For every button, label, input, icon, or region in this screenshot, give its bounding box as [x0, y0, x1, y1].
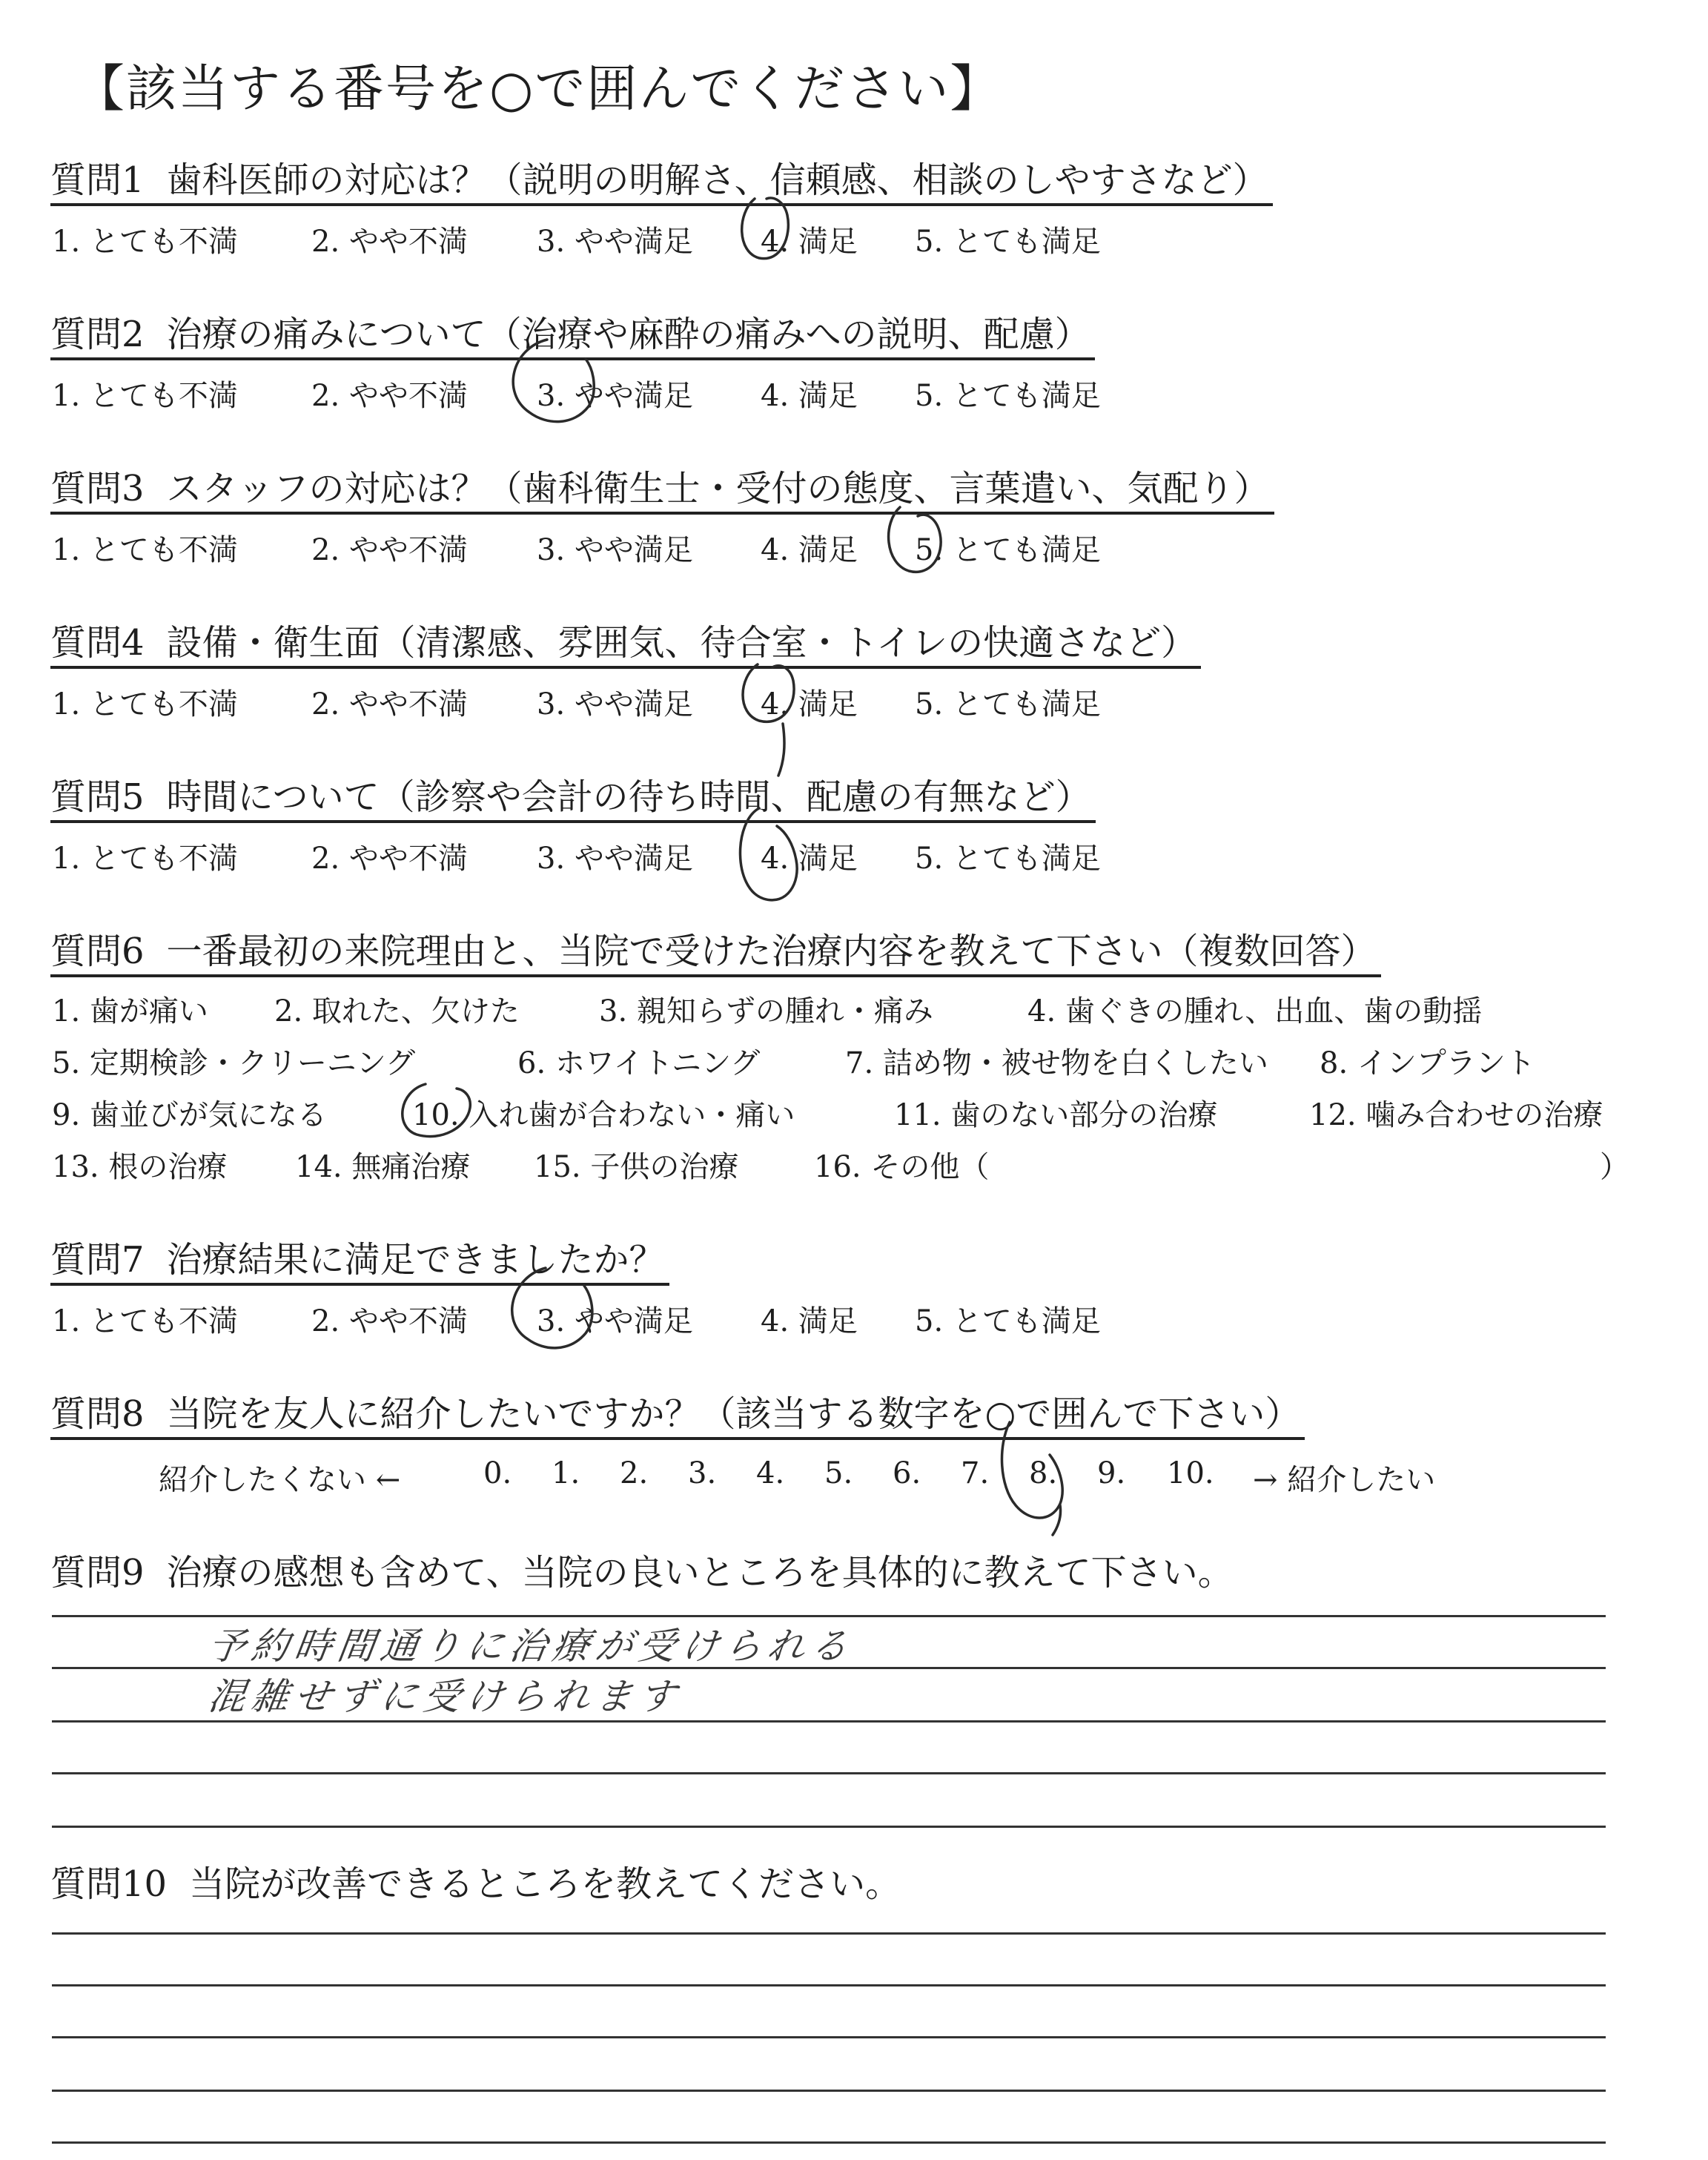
answer-line: [52, 1932, 1606, 1935]
question-number: 質問10: [50, 1863, 168, 1905]
question-text: 治療結果に満足できましたか？: [166, 1239, 665, 1281]
option-4[interactable]: 4. 満足: [761, 1304, 858, 1338]
answer-line: [52, 2036, 1606, 2038]
question-number: 質問2: [50, 314, 145, 355]
option-3[interactable]: 3. やや満足: [537, 225, 693, 259]
option-4[interactable]: 4. 満足: [761, 533, 858, 567]
reason-option-10[interactable]: 10. 入れ歯が合わない・痛い: [412, 1098, 795, 1132]
recommend-label: → 紹介したい: [1253, 1463, 1436, 1497]
reason-option-11[interactable]: 11. 歯のない部分の治療: [894, 1098, 1218, 1132]
option-3[interactable]: 3. やや満足: [537, 842, 693, 876]
reason-option-7[interactable]: 7. 詰め物・被せ物を白くしたい: [845, 1046, 1268, 1080]
answer-line: [52, 2141, 1606, 2144]
question-text: 時間について（診察や会計の待ち時間、配慮の有無など）: [166, 776, 1091, 818]
option-5[interactable]: 5. とても満足: [915, 533, 1101, 567]
question-number: 質問6: [50, 931, 145, 972]
score-9[interactable]: 9.: [1097, 1456, 1126, 1490]
question-text: 当院を友人に紹介したいですか？（該当する数字を○で囲んで下さい）: [166, 1393, 1301, 1435]
answer-line: [52, 1720, 1606, 1723]
question-3: [50, 466, 1274, 571]
answer-line: [52, 2090, 1606, 2092]
reason-option-2[interactable]: 2. 取れた、欠けた: [274, 994, 520, 1028]
question-8-header: [50, 1391, 1305, 1440]
question-9: [50, 1550, 1238, 1596]
reason-option-14[interactable]: 14. 無痛治療: [295, 1150, 471, 1184]
question-7-header: [50, 1237, 669, 1286]
option-4[interactable]: 4. 満足: [761, 687, 858, 721]
handwritten-answer-line-2: 混雑せずに受けられます: [205, 1675, 685, 1718]
question-number: 質問5: [50, 776, 145, 818]
question-text: 歯科医師の対応は？（説明の明解さ、信頼感、相談のしやすさなど）: [166, 159, 1268, 201]
reason-option-15[interactable]: 15. 子供の治療: [534, 1150, 739, 1184]
score-0[interactable]: 0.: [483, 1456, 512, 1490]
answer-line: [52, 1984, 1606, 1986]
reason-option-13[interactable]: 13. 根の治療: [52, 1150, 228, 1184]
option-3[interactable]: 3. やや満足: [537, 687, 693, 721]
reason-option-3[interactable]: 3. 親知らずの腫れ・痛み: [599, 994, 933, 1028]
reason-option-4[interactable]: 4. 歯ぐきの腫れ、出血、歯の動揺: [1027, 994, 1483, 1028]
recommend-scale: [50, 1446, 1436, 1505]
option-4[interactable]: 4. 満足: [761, 379, 858, 413]
question-number: 質問9: [50, 1552, 145, 1593]
option-5[interactable]: 5. とても満足: [915, 225, 1101, 259]
option-row: [50, 1081, 1603, 1133]
reason-option-16[interactable]: 16. その他（: [814, 1150, 990, 1184]
score-10[interactable]: 10.: [1167, 1456, 1214, 1490]
answer-line: [52, 1826, 1606, 1828]
question-10: [50, 1861, 905, 1907]
score-5[interactable]: 5.: [824, 1456, 853, 1490]
option-1[interactable]: 1. とても不満: [52, 687, 238, 721]
question-3-header: [50, 466, 1274, 515]
option-2[interactable]: 2. やや不満: [311, 687, 468, 721]
question-number: 質問1: [50, 159, 145, 201]
question-number: 質問3: [50, 468, 145, 509]
question-2: [50, 311, 1101, 417]
score-4[interactable]: 4.: [756, 1456, 785, 1490]
rating-options: [50, 673, 1201, 725]
option-2[interactable]: 2. やや不満: [311, 533, 468, 567]
option-5[interactable]: 5. とても満足: [915, 842, 1101, 876]
rating-options: [50, 365, 1101, 417]
score-8[interactable]: 8.: [1029, 1456, 1058, 1490]
rating-options: [50, 1290, 1101, 1342]
question-1-header: [50, 157, 1273, 206]
option-1[interactable]: 1. とても不満: [52, 379, 238, 413]
question-2-header: [50, 311, 1095, 360]
option-5[interactable]: 5. とても満足: [915, 1304, 1101, 1338]
question-text: 治療の痛みについて（治療や麻酔の痛みへの説明、配慮）: [166, 314, 1090, 355]
question-text: 一番最初の来院理由と、当院で受けた治療内容を教えて下さい（複数回答）: [166, 931, 1377, 972]
question-8: [50, 1391, 1436, 1505]
option-2[interactable]: 2. やや不満: [311, 1304, 468, 1338]
question-4: [50, 620, 1201, 725]
score-1[interactable]: 1.: [552, 1456, 580, 1490]
reason-option-5[interactable]: 5. 定期検診・クリーニング: [52, 1046, 416, 1080]
option-1[interactable]: 1. とても不満: [52, 1304, 238, 1338]
question-text: スタッフの対応は？（歯科衛生士・受付の態度、言葉遣い、気配り）: [166, 468, 1270, 509]
question-number: 質問4: [50, 622, 145, 664]
option-2[interactable]: 2. やや不満: [311, 225, 468, 259]
question-text: 治療の感想も含めて、当院の良いところを具体的に教えて下さい。: [166, 1552, 1234, 1593]
option-1[interactable]: 1. とても不満: [52, 842, 238, 876]
option-3[interactable]: 3. やや満足: [537, 1304, 693, 1338]
option-2[interactable]: 2. やや不満: [311, 379, 468, 413]
not-recommend-label: 紹介したくない ←: [159, 1463, 401, 1497]
score-3[interactable]: 3.: [688, 1456, 717, 1490]
rating-options: [50, 211, 1273, 262]
question-6: [50, 928, 1629, 1185]
q4-tail-mark: [778, 724, 784, 776]
question-6-header: [50, 928, 1381, 977]
score-2[interactable]: 2.: [620, 1456, 649, 1490]
rating-options: [50, 519, 1274, 571]
reason-option-6[interactable]: 6. ホワイトニング: [517, 1046, 761, 1080]
option-1[interactable]: 1. とても不満: [52, 533, 238, 567]
question-5: [50, 774, 1101, 879]
option-5[interactable]: 5. とても満足: [915, 687, 1101, 721]
other-close-paren: ）: [1600, 1150, 1629, 1184]
score-6[interactable]: 6.: [893, 1456, 921, 1490]
option-2[interactable]: 2. やや不満: [311, 842, 468, 876]
question-number: 質問7: [50, 1239, 145, 1281]
q8-tail-mark: [1053, 1505, 1061, 1535]
question-10-header: [50, 1861, 905, 1907]
question-5-header: [50, 774, 1096, 823]
reason-option-12[interactable]: 12. 噛み合わせの治療: [1309, 1098, 1603, 1132]
option-5[interactable]: 5. とても満足: [915, 379, 1101, 413]
question-text: 当院が改善できるところを教えてください。: [189, 1863, 901, 1905]
question-4-header: [50, 620, 1201, 669]
option-4[interactable]: 4. 満足: [761, 225, 858, 259]
option-row: [50, 1133, 1629, 1185]
option-row: [50, 977, 1483, 1029]
reason-option-8[interactable]: 8. インプラント: [1320, 1046, 1535, 1080]
option-1[interactable]: 1. とても不満: [52, 225, 238, 259]
question-7: [50, 1237, 1101, 1342]
option-row: [50, 1029, 1535, 1081]
option-3[interactable]: 3. やや満足: [537, 533, 693, 567]
reason-options: [50, 977, 1629, 1185]
question-text: 設備・衛生面（清潔感、雰囲気、待合室・トイレの快適さなど）: [166, 622, 1197, 664]
question-number: 質問8: [50, 1393, 145, 1435]
reason-option-1[interactable]: 1. 歯が痛い: [52, 994, 208, 1028]
page-title: 【該当する番号を○で囲んでください】: [74, 60, 1002, 119]
answer-line: [52, 1772, 1606, 1774]
question-1: [50, 157, 1273, 262]
reason-option-9[interactable]: 9. 歯並びが気になる: [52, 1098, 327, 1132]
handwritten-answer-line-1: 予約時間通りに治療が受けられる: [205, 1625, 857, 1668]
option-3[interactable]: 3. やや満足: [537, 379, 693, 413]
option-4[interactable]: 4. 満足: [761, 842, 858, 876]
rating-options: [50, 828, 1101, 879]
question-9-header: [50, 1550, 1238, 1596]
score-7[interactable]: 7.: [961, 1456, 990, 1490]
